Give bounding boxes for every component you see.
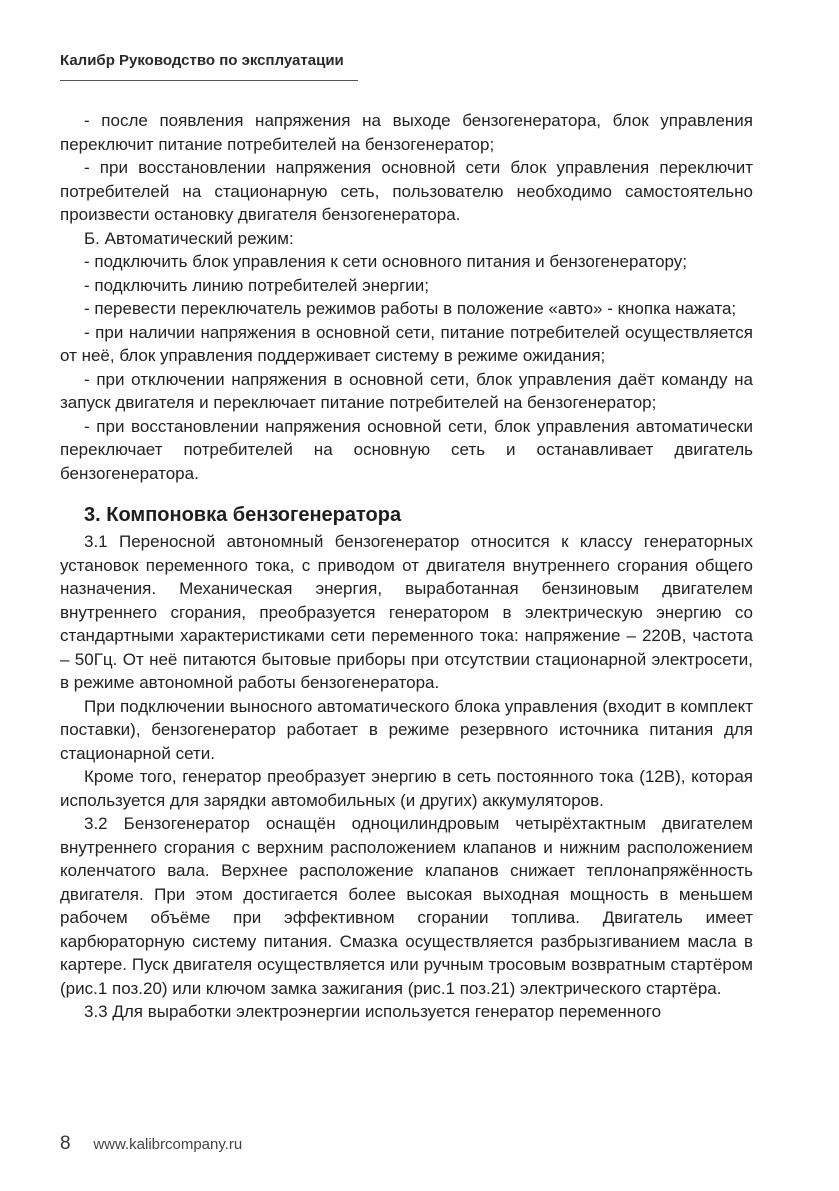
- paragraph: 3.2 Бензогенератор оснащён одноцилиндровым четырёхтактным двигателем внутреннего сгорания с верхним расположением клапанов и нижним расположением коленчатого вала. Верхнее расположение клапанов снижает теплонапряжённость двигателя. При этом достигается более высокая выходная мощность в меньшем рабочем объёме при эффективном сгорании топлива. Двигатель имеет карбюраторную систему питания. Смазка осуществляется разбрызгиванием масла в картере. Пуск двигателя осуществляется или ручным тросовым возвратным стартёром (рис.1 поз.20) или ключом замка зажигания (рис.1 поз.21) электрического стартёра.: [60, 814, 753, 998]
- paragraph: При подключении выносного автоматического блока управления (входит в комплект поставки), бензогенератор работает в режиме резервного источника питания для стационарной сети.: [60, 696, 753, 763]
- paragraph: Кроме того, генератор преобразует энергию в сеть постоянного тока (12В), которая используется для зарядки автомобильных (и других) аккумуляторов.: [60, 767, 753, 810]
- paragraph: - подключить линию потребителей энергии;: [84, 275, 429, 295]
- website-url: www.kalibrcompany.ru: [93, 1136, 243, 1153]
- page-footer: [60, 1133, 242, 1155]
- paragraph: - при восстановлении напряжения основной сети, блок управления автоматически переключает потребителей на основную сеть и останавливает двигатель бензогенератора.: [60, 416, 753, 483]
- paragraph: - перевести переключатель режимов работы в положение «авто» - кнопка нажата;: [84, 299, 737, 318]
- page-number: 8: [60, 1133, 71, 1154]
- paragraph: - после появления напряжения на выходе бензогенератора, блок управления переключит питание потребителей на бензогенератор;: [60, 111, 753, 154]
- paragraph: - при наличии напряжения в основной сети, питание потребителей осуществляется от неё, блок управления поддерживает систему в режиме ожидания;: [60, 322, 753, 365]
- paragraph: - при отключении напряжения в основной сети, блок управления даёт команду на запуск двигателя и переключает питание потребителей на бензогенератор;: [60, 369, 753, 412]
- paragraph: 3.3 Для выработки электроэнергии используется генератор переменного: [84, 1002, 662, 1021]
- running-header: Калибр Руководство по эксплуатации: [60, 52, 344, 69]
- section-heading: 3. Компоновка бензогенератора: [84, 504, 402, 526]
- paragraph: - подключить блок управления к сети основного питания и бензогенератору;: [84, 252, 688, 271]
- paragraph: 3.1 Переносной автономный бензогенератор относится к классу генераторных установок переменного тока, с приводом от двигателя внутреннего сгорания общего назначения. Механическая энергия, выработанная бензиновым двигателем внутреннего сгорания, преобразуется генератором в электрическую энергию со стандартными характеристиками сети переменного тока: напряжение – 220В, частота – 50Гц. От неё питаются бытовые приборы при отсутствии стационарной электросети, в режиме автономной работы бензогенератора.: [60, 532, 753, 692]
- paragraph: Б. Автоматический режим:: [84, 228, 294, 248]
- page-body: [60, 109, 753, 1024]
- header-divider: [60, 80, 358, 81]
- paragraph: - при восстановлении напряжения основной сети блок управления переключит потребителей на стационарную сеть, пользователю необходимо самостоятельно произвести остановку двигателя бензогенератора.: [60, 158, 753, 224]
